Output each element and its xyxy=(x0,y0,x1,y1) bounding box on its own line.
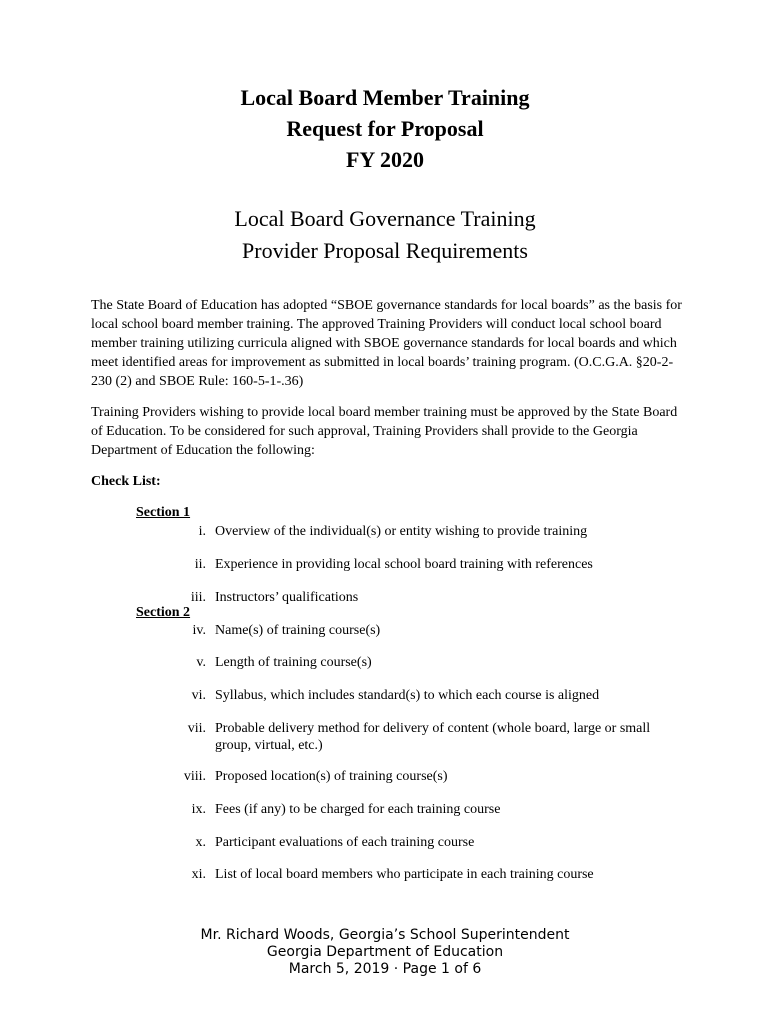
item-text: Overview of the individual(s) or entity wishing to provide training xyxy=(215,524,588,539)
section-1-label: Section 1 xyxy=(136,505,191,520)
item-text: Proposed location(s) of training course(s) xyxy=(215,769,448,784)
item-text: Length of training course(s) xyxy=(215,655,372,670)
item-number: vii. xyxy=(187,721,206,736)
approval-paragraph: Training Providers wishing to provide local board member training must be approved by the State Board of Education. To be considered for such approval, Training Providers shall provide to the Georgia Department of Education the following: xyxy=(91,405,678,458)
item-text: Fees (if any) to be charged for each training course xyxy=(215,802,501,817)
item-text: Experience in providing local school board training with references xyxy=(215,557,593,572)
section-2-label: Section 2 xyxy=(136,605,191,620)
item-text: Probable delivery method for delivery of content (whole board, large or small group, virtual, etc.) xyxy=(215,721,651,753)
title-line-3: FY 2020 xyxy=(345,147,424,172)
title-line-1: Local Board Member Training xyxy=(240,85,530,110)
subtitle-line-1: Local Board Governance Training xyxy=(234,206,536,231)
item-text: List of local board members who participate in each training course xyxy=(215,867,594,882)
item-text: Instructors’ qualifications xyxy=(215,590,359,605)
page-footer xyxy=(0,927,770,978)
document-title xyxy=(0,82,770,175)
item-number: viii. xyxy=(183,769,206,784)
footer-line-1: Mr. Richard Woods, Georgia’s School Superintendent xyxy=(200,927,570,943)
checklist-heading: Check List: xyxy=(91,474,161,489)
footer-line-2: Georgia Department of Education xyxy=(266,944,504,960)
item-text: Participant evaluations of each training course xyxy=(215,835,475,850)
item-number: iii. xyxy=(190,590,206,605)
document-subtitle xyxy=(0,203,770,267)
title-line-2: Request for Proposal xyxy=(286,116,484,141)
subtitle-line-2: Provider Proposal Requirements xyxy=(242,238,528,263)
item-number: x. xyxy=(195,835,206,850)
item-text: Name(s) of training course(s) xyxy=(215,623,381,638)
item-number: ix. xyxy=(191,802,206,817)
item-text: Syllabus, which includes standard(s) to which each course is aligned xyxy=(215,688,600,703)
item-number: vi. xyxy=(191,688,206,703)
item-number: ii. xyxy=(194,557,206,572)
footer-line-3: March 5, 2019 · Page 1 of 6 xyxy=(288,961,482,977)
item-number: v. xyxy=(196,655,206,670)
item-number: iv. xyxy=(192,623,206,638)
item-number: i. xyxy=(198,524,206,539)
intro-paragraph: The State Board of Education has adopted “SBOE governance standards for local boards” as the basis for local school board member training. The approved Training Providers will conduct local school board member training utilizing curricula aligned with SBOE governance standards for local boards and which meet identified areas for improvement as submitted in local boards’ training program. (O.C.G.A. §20-2-230 (2) and SBOE Rule: 160-5-1-.36) xyxy=(91,298,682,389)
item-number: xi. xyxy=(191,867,206,882)
